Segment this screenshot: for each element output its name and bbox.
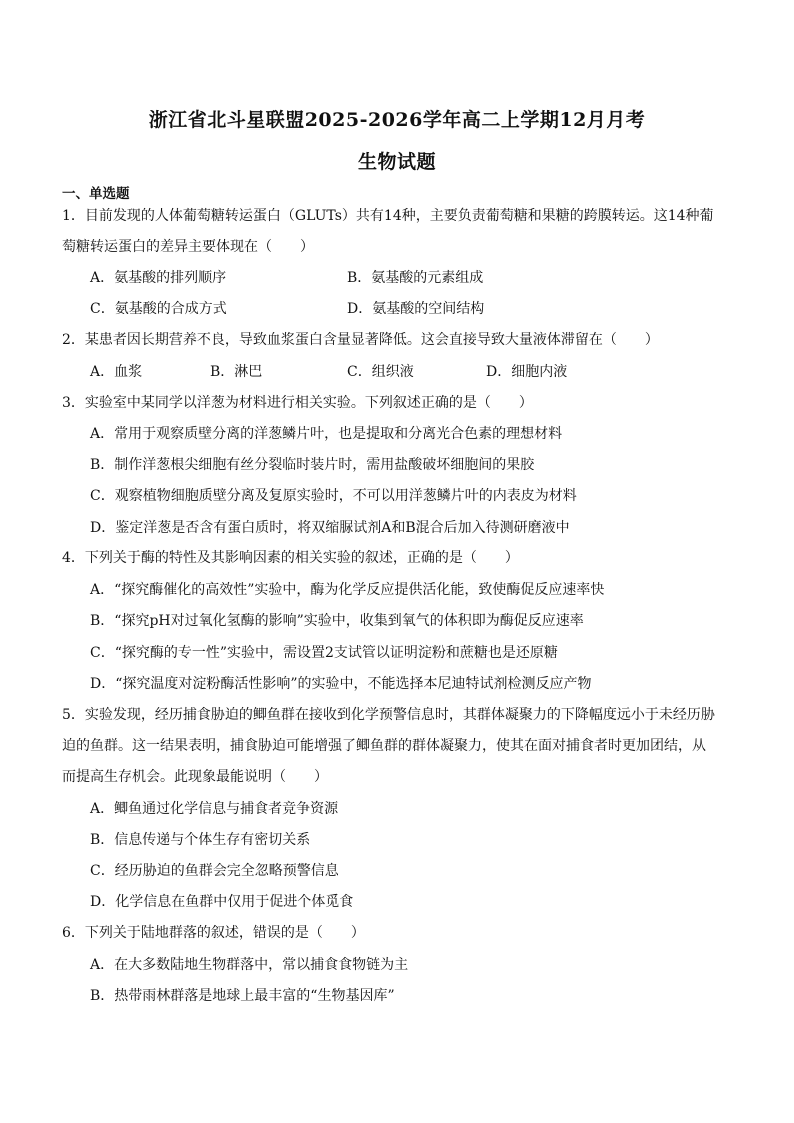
question-3-option-d: D．鉴定洋葱是否含有蛋白质时，将双缩脲试剂A和B混合后加入待测研磨液中: [90, 520, 570, 536]
question-3-option-b: B．制作洋葱根尖细胞有丝分裂临时装片时，需用盐酸破坏细胞间的果胶: [90, 457, 535, 473]
question-1-option-d: D．氨基酸的空间结构: [347, 301, 485, 317]
question-3-option-a: A．常用于观察质壁分离的洋葱鳞片叶，也是提取和分离光合色素的理想材料: [90, 426, 563, 442]
question-3-stem: [62, 388, 734, 419]
question-4-option-b: B．“探究pH对过氧化氢酶的影响”实验中，收集到氧气的体积即为酶促反应速率: [90, 613, 584, 629]
question-4-option-a: A．“探究酶催化的高效性”实验中，酶为化学反应提供活化能，致使酶促反应速率快: [90, 582, 605, 598]
question-2-option-b: B．淋巴: [210, 364, 263, 380]
question-line: 萄糖转运蛋白的差异主要体现在（ ）: [62, 239, 314, 255]
question-4-stem: [62, 543, 734, 574]
question-line: 6．下列关于陆地群落的叙述，错误的是（ ）: [62, 925, 365, 941]
question-6-option-a: A．在大多数陆地生物群落中，常以捕食食物链为主: [90, 957, 409, 973]
question-line: 4．下列关于酶的特性及其影响因素的相关实验的叙述，正确的是（ ）: [62, 550, 519, 566]
question-line: 而提高生存机会。此现象最能说明（ ）: [62, 769, 328, 785]
question-5-option-c: C．经历胁迫的鱼群会完全忽略预警信息: [90, 863, 339, 879]
question-2-option-d: D．细胞内液: [486, 364, 568, 380]
question-line: 5．实验发现，经历捕食胁迫的鲫鱼群在接收到化学预警信息时，其群体凝聚力的下降幅度远小于未经历胁: [62, 707, 715, 723]
question-2-stem: [62, 325, 734, 356]
question-5-option-b: B．信息传递与个体生存有密切关系: [90, 832, 311, 848]
question-1-option-a: A．氨基酸的排列顺序: [90, 270, 227, 286]
question-line: 2．某患者因长期营养不良，导致血浆蛋白含量显著降低。这会直接导致大量液体滞留在（ ）: [62, 332, 659, 348]
question-4-option-d: D．“探究温度对淀粉酶活性影响”的实验中，不能选择本尼迪特试剂检测反应产物: [90, 676, 592, 692]
question-line: 3．实验室中某同学以洋葱为材料进行相关实验。下列叙述正确的是（ ）: [62, 395, 533, 411]
document-title: 浙江省北斗星联盟2025-2026学年高二上学期12月月考: [148, 109, 646, 131]
question-5-option-d: D．化学信息在鱼群中仅用于促进个体觅食: [90, 894, 354, 910]
question-line: 1．目前发现的人体葡萄糖转运蛋白（GLUTs）共有14种，主要负责葡萄糖和果糖的跨膜转运。这14种葡: [62, 208, 714, 224]
question-line: 迫的鱼群。这一结果表明，捕食胁迫可能增强了鲫鱼群的群体凝聚力，使其在面对捕食者时更加团结，从: [62, 738, 706, 754]
question-6-stem: [62, 918, 734, 949]
document-subtitle: 生物试题: [357, 151, 436, 173]
section-heading: 一、单选题: [62, 186, 130, 202]
question-4-option-c: C．“探究酶的专一性”实验中，需设置2支试管以证明淀粉和蔗糖也是还原糖: [90, 645, 558, 661]
question-1-stem: [62, 201, 734, 263]
question-1-option-c: C．氨基酸的合成方式: [90, 301, 227, 317]
question-1-option-b: B．氨基酸的元素组成: [347, 270, 484, 286]
question-5-option-a: A．鲫鱼通过化学信息与捕食者竞争资源: [90, 801, 339, 817]
question-6-option-b: B．热带雨林群落是地球上最丰富的“生物基因库”: [90, 988, 395, 1004]
question-2-option-a: A．血浆: [90, 364, 143, 380]
question-2-option-c: C．组织液: [347, 364, 414, 380]
question-5-stem: [62, 700, 734, 793]
question-3-option-c: C．观察植物细胞质壁分离及复原实验时，不可以用洋葱鳞片叶的内表皮为材料: [90, 488, 577, 504]
